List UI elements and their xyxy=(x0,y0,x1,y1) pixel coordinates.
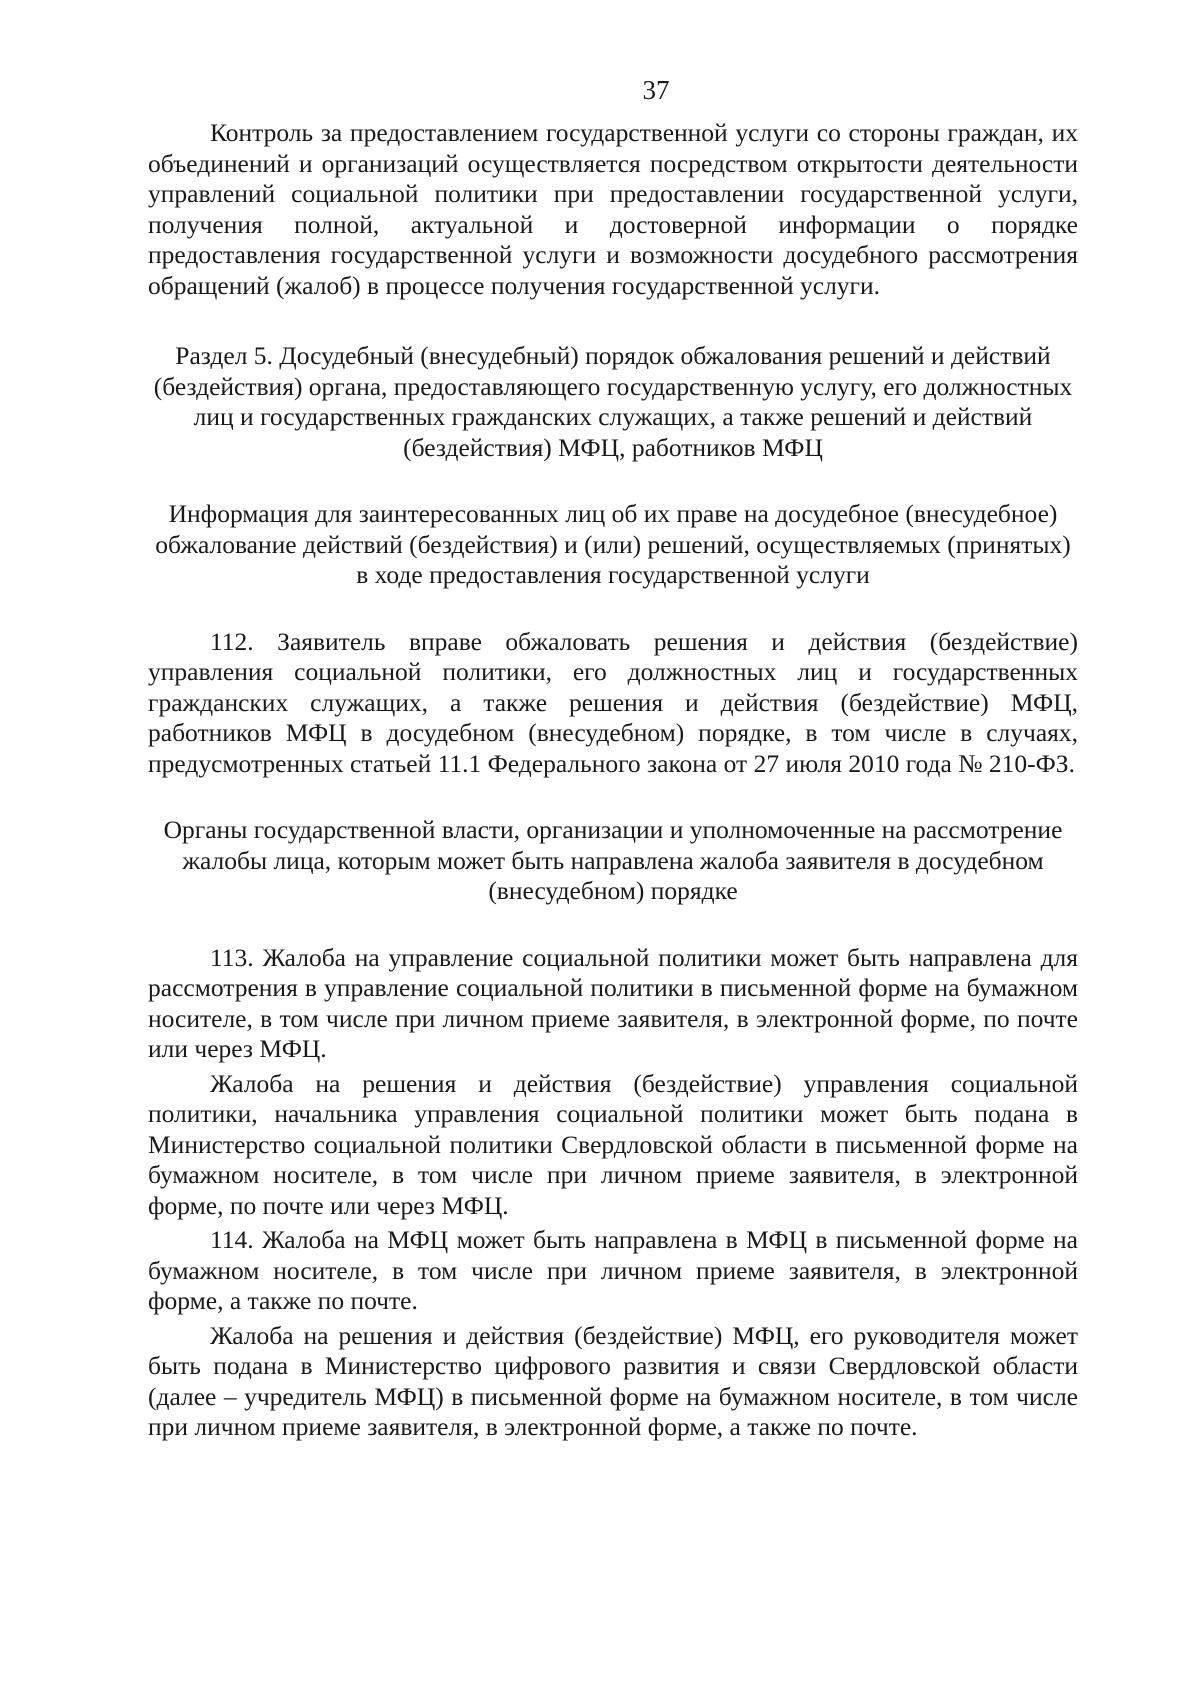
spacer xyxy=(148,591,1078,627)
paragraph-112: 112. Заявитель вправе обжаловать решения и действия (бездействие) управления социальной политики, его должностных лиц и государственных гражданских служащих, а также решения и действия (бездействие) МФЦ, работников МФЦ в досудебном (внесудебном) порядке, в том числе в случаях, предусмотренных статьей 11.1 Федерального закона от 27 июля 2010 года № 210-ФЗ. xyxy=(148,626,1078,778)
paragraph-control: Контроль за предоставлением государственной услуги со стороны граждан, их объединений и организаций осуществляется посредством открытости деятельности управлений социальной политики при предоставлении государственной услуги, получения полной, актуальной и достоверной информации о порядке предоставления государственной услуги и возможности досудебного рассмотрения обращений (жалоб) в процессе получения государственной услуги. xyxy=(148,118,1078,300)
paragraph-113-continued: Жалоба на решения и действия (бездействие) управления социальной политики, начальника управления социальной политики может быть подана в Министерство социальной политики Свердловской области в письменной форме на бумажном носителе, в том числе при личном приеме заявителя, в электронной форме, по почте или через МФЦ. xyxy=(148,1068,1078,1220)
spacer xyxy=(148,301,1078,341)
spacer xyxy=(148,779,1078,815)
paragraph-114: 114. Жалоба на МФЦ может быть направлена в МФЦ в письменной форме на бумажном носителе, в том числе при личном приеме заявителя, в электронной форме, а также по почте. xyxy=(148,1225,1078,1315)
paragraph-114-continued: Жалоба на решения и действия (бездействие) МФЦ, его руководителя может быть подана в Министерство цифрового развития и связи Свердловской области (далее – учредитель МФЦ) в письменной форме на бумажном носителе, в том числе при личном приеме заявителя, в электронной форме, а также по почте. xyxy=(148,1320,1078,1441)
subheading-information: Информация для заинтересованных лиц об их праве на досудебное (внесудебное) обжалование действий (бездействия) и (или) решений, осуществляемых (принятых) в ходе предоставления государственной услуги xyxy=(155,499,1071,589)
spacer xyxy=(148,463,1078,499)
page-number: 37 xyxy=(642,75,670,105)
subheading-organs: Органы государственной власти, организации и уполномоченные на рассмотрение жалобы лица, которым может быть направлена жалоба заявителя в досудебном (внесудебном) порядке xyxy=(163,815,1063,905)
paragraph-113: 113. Жалоба на управление социальной политики может быть направлена для рассмотрения в управление социальной политики в письменной форме на бумажном носителе, в том числе при личном приеме заявителя, в электронной форме, по почте или через МФЦ. xyxy=(148,942,1078,1063)
section-5-heading: Раздел 5. Досудебный (внесудебный) порядок обжалования решений и действий (бездействия) органа, предоставляющего государственную услугу, его должностных лиц и государственных гражданских служащих, а также решений и действий (бездействия) МФЦ, работников МФЦ xyxy=(153,341,1073,462)
document-body xyxy=(148,118,1078,1443)
spacer xyxy=(148,907,1078,943)
